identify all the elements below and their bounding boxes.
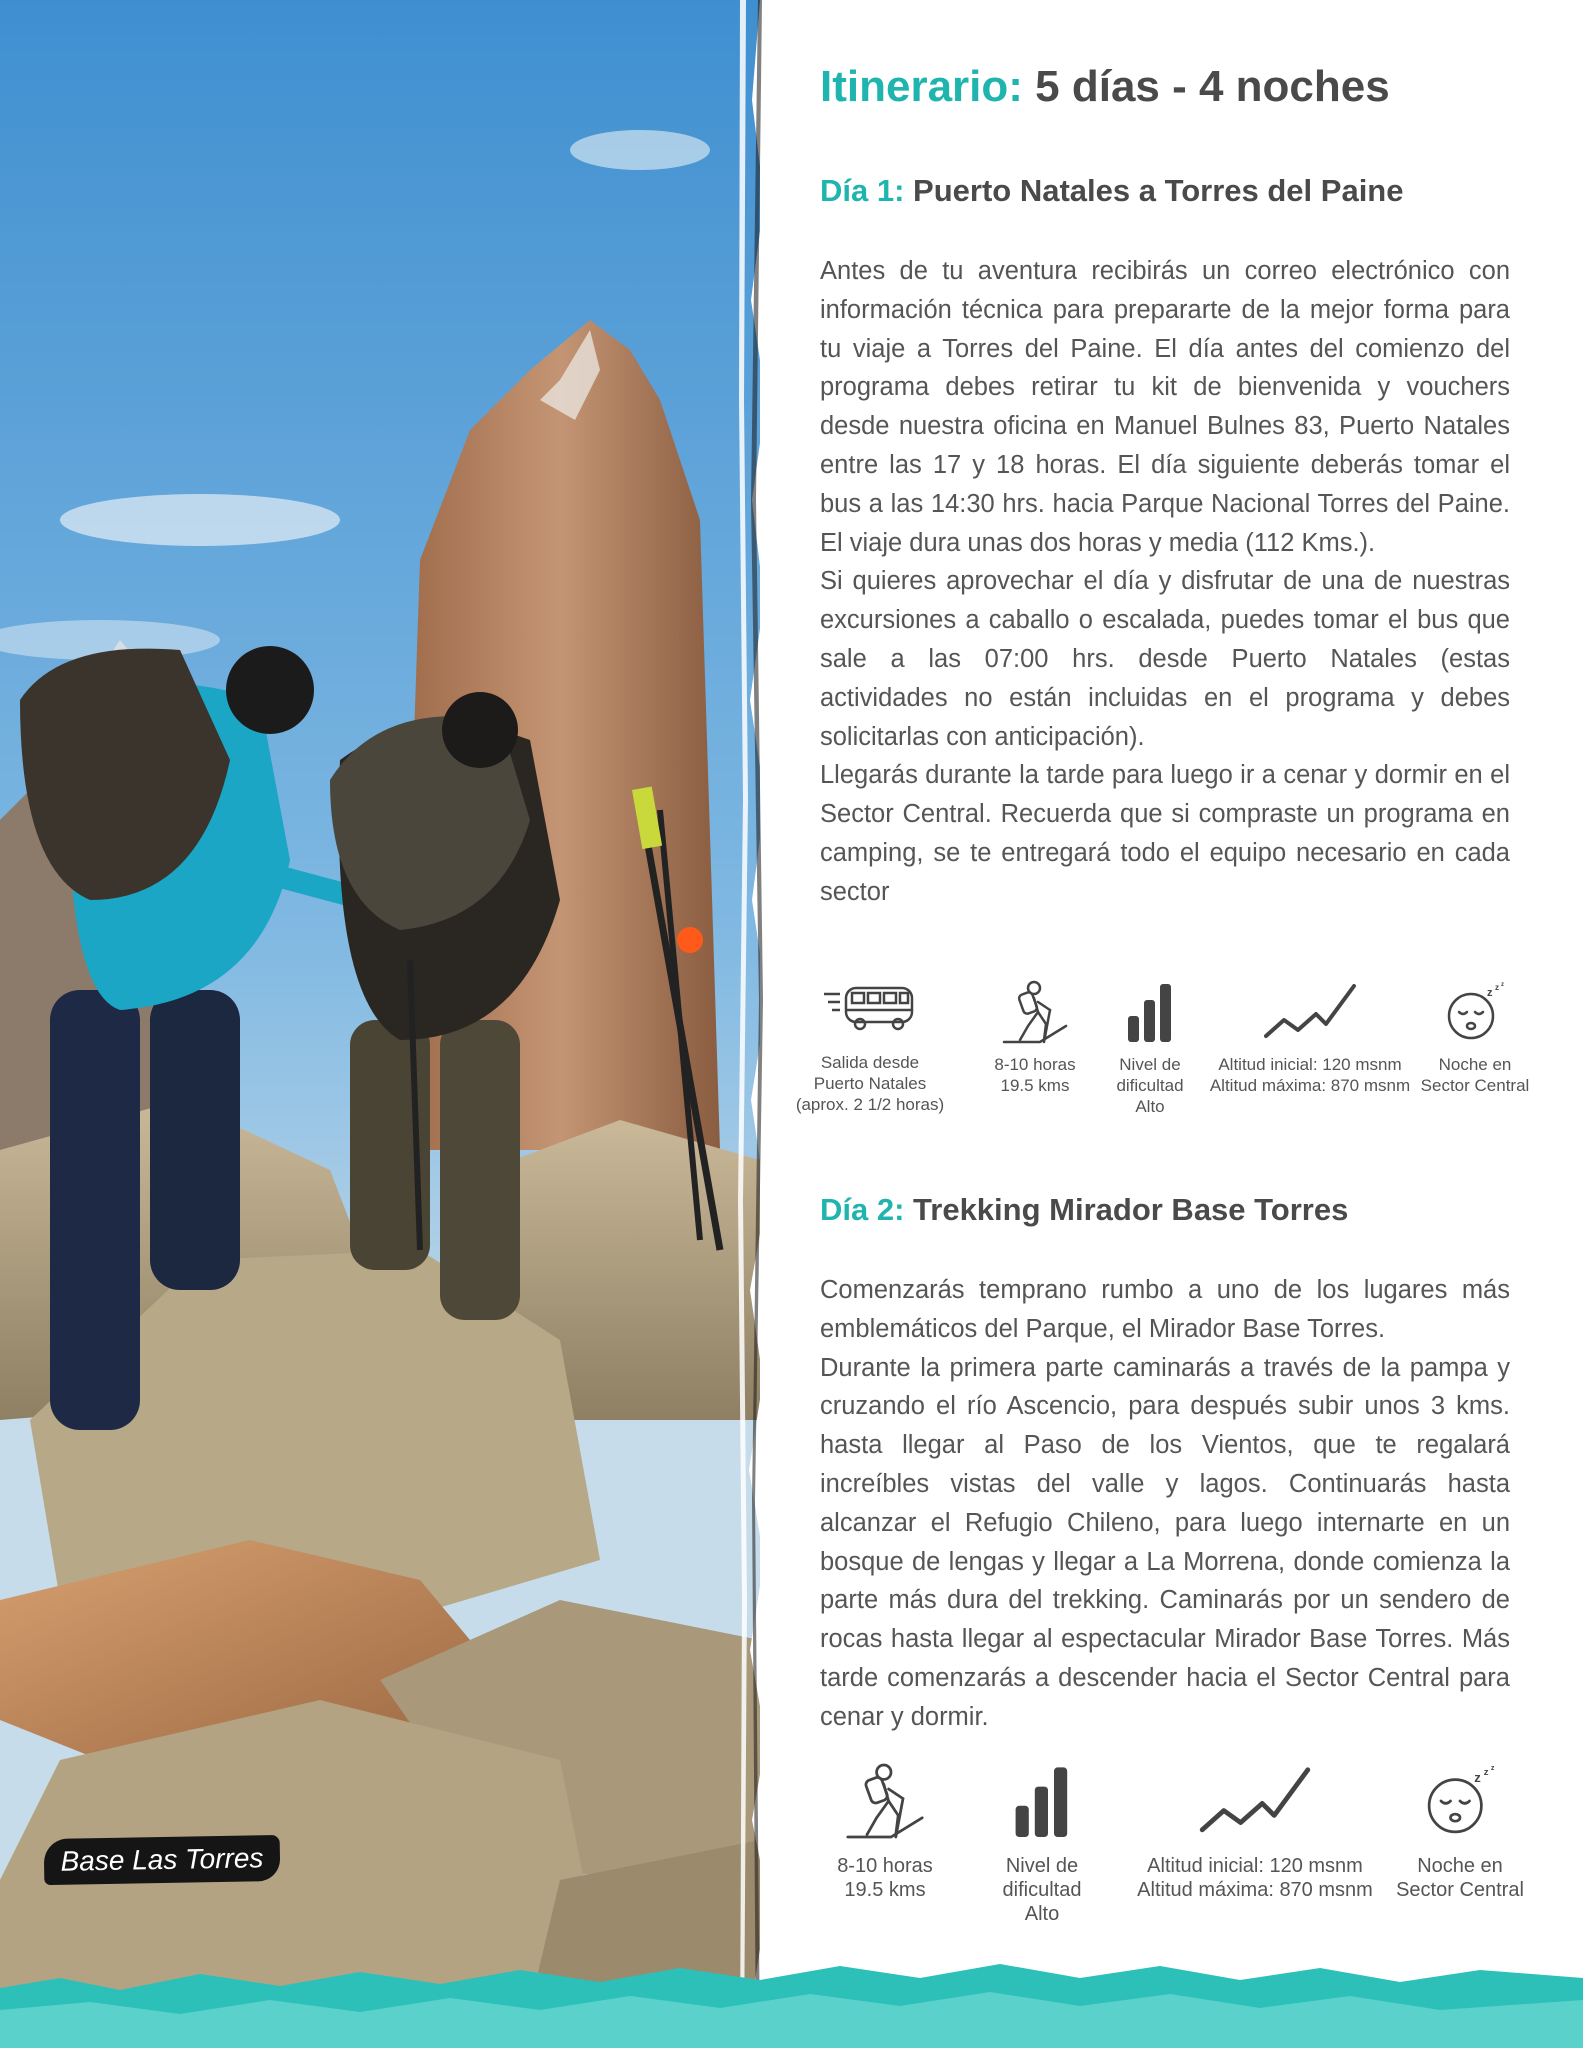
- photo-caption: Base Las Torres: [44, 1835, 281, 1885]
- sleeping-face-icon: [1443, 980, 1507, 1044]
- hero-photo: [0, 0, 760, 2048]
- svg-text:z: z: [1501, 982, 1504, 988]
- svg-text:z: z: [1483, 1766, 1489, 1778]
- stat-line: Salida desde: [820, 1053, 920, 1072]
- day-1-label: Día 1:: [820, 173, 905, 208]
- day-1-stat-duration: [970, 980, 1100, 1096]
- day-2-label: Día 2:: [820, 1192, 905, 1227]
- hiker-icon: [843, 1762, 927, 1840]
- page-title: [820, 62, 1540, 112]
- day-2-stat-duration: [820, 1762, 950, 1902]
- trekkers-on-rocks-illustration: [0, 0, 760, 2048]
- day-1-paragraph-2: Si quieres aprovechar el día y disfrutar de una de nuestras excursiones a caballo o escalada, puedes tomar el bus que sale a las 07:00 hrs. desde Puerto Natales (estas actividades no están incluidas en el programa y debes solicitarlas con anticipación).: [820, 567, 1510, 751]
- altitude-line-icon: [1260, 980, 1360, 1044]
- day-2-title: Trekking Mirador Base Torres: [904, 1192, 1349, 1227]
- day-1-description: [820, 252, 1510, 912]
- day-2-paragraph-1: Comenzarás temprano rumbo a uno de los lugares más emblemáticos del Parque, el Mirador Base Torres.: [820, 1276, 1510, 1343]
- stat-line: Noche en: [1417, 1855, 1503, 1877]
- stat-line: Alto: [1135, 1097, 1165, 1116]
- stat-line: Alto: [1024, 1903, 1060, 1925]
- stat-line: 8-10 horas: [994, 1055, 1076, 1074]
- difficulty-bars-icon: [1120, 980, 1180, 1044]
- day-2-stat-altitude: [1120, 1762, 1390, 1902]
- day-1-stat-overnight: [1410, 980, 1540, 1096]
- hiker-icon: [1000, 980, 1070, 1044]
- stat-line: Sector Central: [1396, 1879, 1524, 1901]
- stat-line: Noche en: [1438, 1055, 1512, 1074]
- torn-paper-edge: [700, 0, 790, 2048]
- stat-line: Nivel de: [1005, 1855, 1079, 1877]
- stat-line: 19.5 kms: [844, 1879, 926, 1901]
- svg-text:z: z: [1487, 987, 1493, 999]
- svg-text:z: z: [1495, 983, 1499, 992]
- day-2-stat-overnight: [1390, 1762, 1530, 1902]
- day-1-stat-altitude: [1195, 980, 1425, 1096]
- stat-line: Altitud inicial: 120 msnm: [1147, 1855, 1363, 1877]
- day-2-description: [820, 1271, 1510, 1737]
- difficulty-bars-icon: [1006, 1762, 1078, 1840]
- day-1-paragraph-1: Antes de tu aventura recibirás un correo electrónico con información técnica para prepararte de la mejor forma para tu viaje a Torres del Paine. El día antes del comienzo del programa debes retirar tu kit de bienvenida y vouchers desde nuestra oficina en Manuel Bulnes 83, Puerto Natales entre las 17 y 18 horas. El día siguiente deberás tomar el bus a las 14:30 hrs. hacia Parque Nacional Torres del Paine. El viaje dura unas dos horas y media (112 Kms.).: [820, 257, 1510, 557]
- svg-text:z: z: [1490, 1764, 1495, 1773]
- stat-line: 19.5 kms: [1000, 1076, 1070, 1095]
- day-1-paragraph-3: Llegarás durante la tarde para luego ir a cenar y dormir en el Sector Central. Recuerda que si compraste un programa en camping, se te entregará todo el equipo necesario en cada sector: [820, 761, 1510, 906]
- stat-line: dificultad: [1116, 1076, 1184, 1095]
- day-2-stat-difficulty: [977, 1762, 1107, 1926]
- title-rest: 5 días - 4 noches: [1022, 62, 1390, 111]
- svg-text:z: z: [1474, 1770, 1481, 1785]
- day-2-heading: [820, 1192, 1348, 1228]
- altitude-line-icon: [1195, 1762, 1315, 1840]
- sleeping-face-icon: [1422, 1762, 1498, 1840]
- title-accent: Itinerario:: [820, 62, 1023, 111]
- stat-line: Nivel de: [1119, 1055, 1181, 1074]
- day-2-paragraph-2: Durante la primera parte caminarás a través de la pampa y cruzando el río Ascencio, para después subir unos 3 kms. hasta llegar al Paso de los Vientos, que te regalará increíbles vistas del valle y lagos. Continuarás hasta alcanzar el Refugio Chileno, para luego internarte en un bosque de lengas y llegar a La Morrena, donde comienza la parte más dura del trekking. Caminarás por un sendero de rocas hasta llegar al espectacular Mirador Base Torres. Más tarde comenzarás a descender hacia el Sector Central para cenar y dormir.: [820, 1353, 1510, 1731]
- stat-line: (aprox. 2 1/2 horas): [795, 1095, 945, 1114]
- stat-line: Altitud máxima: 870 msnm: [1137, 1879, 1373, 1901]
- day-1-heading: [820, 173, 1403, 209]
- stat-line: Sector Central: [1420, 1076, 1530, 1095]
- stat-line: Altitud inicial: 120 msnm: [1218, 1055, 1402, 1074]
- bottom-wave-decoration: [0, 1948, 1583, 2048]
- day-1-title: Puerto Natales a Torres del Paine: [904, 173, 1404, 208]
- bus-icon: [820, 980, 920, 1040]
- day-1-stat-difficulty: [1090, 980, 1210, 1117]
- stat-line: 8-10 horas: [837, 1855, 933, 1877]
- stat-line: dificultad: [1002, 1879, 1082, 1901]
- stat-line: Puerto Natales: [813, 1074, 927, 1093]
- day-1-stat-transport: [790, 980, 950, 1115]
- stat-line: Altitud máxima: 870 msnm: [1209, 1076, 1411, 1095]
